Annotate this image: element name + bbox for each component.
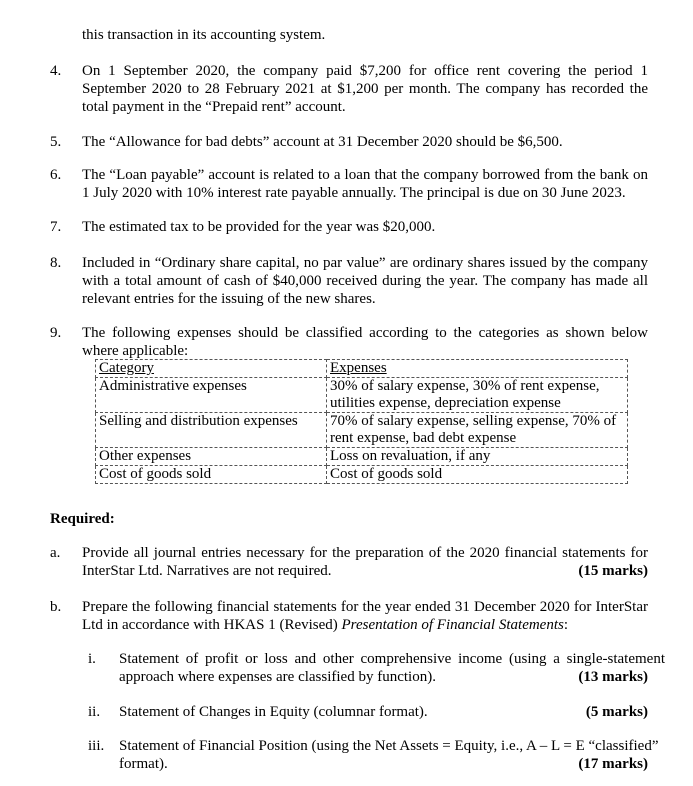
expense-category-table bbox=[95, 359, 628, 484]
table-row bbox=[96, 413, 628, 448]
item-text: Included in “Ordinary share capital, no par value” are ordinary shares issued by the company with a total amount of cash of $40,000 received during the year. The company has made all relevant entries for the issuing of the new shares. bbox=[82, 255, 648, 307]
table-header-cell: Category bbox=[96, 360, 327, 378]
item-text: On 1 September 2020, the company paid $7,200 for office rent covering the period 1 September 2020 to 28 February 2021 at $1,200 per month. The company has recorded the total payment in the “Prepaid rent” account. bbox=[82, 63, 648, 115]
table-cell: 30% of salary expense, 30% of rent expense, utilities expense, depreciation expense bbox=[327, 378, 628, 413]
item-number: 9. bbox=[50, 325, 62, 341]
sub-item-text: Statement of profit or loss and other comprehensive income (using a single-statement approach where expenses are classified by function). bbox=[119, 651, 665, 685]
item-number: 4. bbox=[50, 63, 62, 79]
item-number: 6. bbox=[50, 167, 62, 183]
sub-item-text: Statement of Changes in Equity (columnar format). bbox=[119, 704, 428, 720]
intro-line: this transaction in its accounting system. bbox=[82, 27, 326, 43]
item-text: The “Loan payable” account is related to a loan that the company borrowed from the bank on 1 July 2020 with 10% interest rate payable annually. The principal is due on 30 June 2023. bbox=[82, 167, 648, 201]
table-cell: 70% of salary expense, selling expense, 70% of rent expense, bad debt expense bbox=[327, 413, 628, 448]
part-b-label: b. bbox=[50, 599, 62, 615]
sub-item-label: ii. bbox=[88, 704, 101, 720]
part-b-text: Prepare the following financial statements for the year ended 31 December 2020 for InterStar Ltd in accordance with HKAS 1 (Revised) Presentation of Financial Statements: bbox=[82, 599, 648, 633]
item-number: 5. bbox=[50, 134, 62, 150]
item-text: The “Allowance for bad debts” account at 31 December 2020 should be $6,500. bbox=[82, 134, 563, 150]
table-row bbox=[96, 466, 628, 484]
item-text: The estimated tax to be provided for the year was $20,000. bbox=[82, 219, 436, 235]
item-number: 8. bbox=[50, 255, 62, 271]
sub-item-marks: (13 marks) bbox=[578, 669, 648, 685]
part-a-text: Provide all journal entries necessary for the preparation of the 2020 financial statements for InterStar Ltd. Narratives are not required. bbox=[82, 545, 648, 579]
item-text: The following expenses should be classified according to the categories as shown below where applicable: bbox=[82, 325, 648, 359]
table-row bbox=[96, 378, 628, 413]
sub-item-text: Statement of Financial Position (using the Net Assets = Equity, i.e., A – L = E “classified” format). bbox=[119, 738, 659, 772]
table-row bbox=[96, 448, 628, 466]
table-cell: Cost of goods sold bbox=[327, 466, 628, 484]
part-a-marks: (15 marks) bbox=[578, 563, 648, 579]
table-cell: Selling and distribution expenses bbox=[96, 413, 327, 448]
required-heading: Required: bbox=[50, 511, 115, 527]
part-a-label: a. bbox=[50, 545, 61, 561]
table-cell: Other expenses bbox=[96, 448, 327, 466]
table-cell: Administrative expenses bbox=[96, 378, 327, 413]
table-header-row bbox=[96, 360, 628, 378]
sub-item-marks: (5 marks) bbox=[585, 704, 648, 720]
sub-item-marks: (17 marks) bbox=[578, 756, 648, 772]
table-header-cell: Expenses bbox=[327, 360, 628, 378]
table-cell: Cost of goods sold bbox=[96, 466, 327, 484]
item-number: 7. bbox=[50, 219, 62, 235]
sub-item-label: i. bbox=[88, 651, 96, 667]
sub-item-label: iii. bbox=[88, 738, 105, 754]
table-cell: Loss on revaluation, if any bbox=[327, 448, 628, 466]
